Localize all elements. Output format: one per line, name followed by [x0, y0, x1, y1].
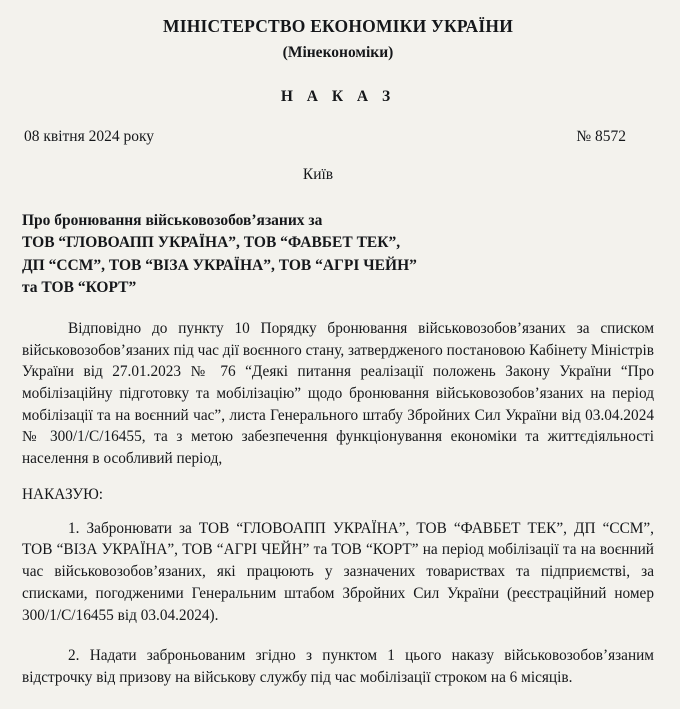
ministry-short-heading: (Мінекономіки) — [282, 44, 394, 61]
order-title-line-4: та ТОВ “КОРТ” — [22, 279, 137, 297]
order-date: 08 квітня 2024 року — [24, 128, 155, 145]
order-word-heading: Н А К А З — [280, 88, 396, 105]
order-preamble: Відповідно до пункту 10 Порядку бронювання військовозобов’язаних за списком військовозобов’язаних під час дії воєнного стану, затвердженого постановою Кабінету Міністрів України від 27.01.2023 № 76 “Деякі питання реалізації положень Закону України “Про мобілізаційну підготовку та мобілізацію” щодо бронювання військовозобов’язаних на період мобілізації та на воєнний час”, листа Генерального штабу Збройних Сил України від 03.04.2024 № 300/1/С/16455, та з метою забезпечення функціонування економіки та життєдіяльності населення в особливий період, — [22, 319, 654, 468]
order-title — [22, 210, 654, 300]
order-verb: НАКАЗУЮ: — [22, 485, 104, 503]
order-city: Київ — [302, 166, 334, 183]
order-number: № 8572 — [576, 128, 626, 145]
order-item-1: 1. Забронювати за ТОВ “ГЛОВОАПП УКРАЇНА”, ТОВ “ФАВБЕТ ТЕК”, ДП “ССМ”, ТОВ “ВІЗА УКРАЇНА”, ТОВ “АГРІ ЧЕЙН” та ТОВ “КОРТ” на період мобілізації та на воєнний час військовозобов’язаних, які працюють у зазначених товариствах та підприємстві, за списками, погодженими Генеральним штабом Збройних Сил України (реєстраційний номер 300/1/С/16455 від 03.04.2024). — [22, 519, 654, 624]
order-title-line-3: ДП “ССМ”, ТОВ “ВІЗА УКРАЇНА”, ТОВ “АГРІ ЧЕЙН” — [22, 256, 417, 274]
order-meta-row — [22, 128, 654, 146]
order-title-line-2: ТОВ “ГЛОВОАПП УКРАЇНА”, ТОВ “ФАВБЕТ ТЕК”, — [22, 234, 401, 252]
order-item-2: 2. Надати заброньованим згідно з пунктом 1 цього наказу військовозобов’язаним відстрочку від призову на військову службу під час мобілізації строком на 6 місяців. — [22, 647, 654, 686]
order-title-line-1: Про бронювання військовозобов’язаних за — [22, 212, 323, 229]
ministry-heading: МІНІСТЕРСТВО ЕКОНОМІКИ УКРАЇНИ — [162, 16, 514, 36]
